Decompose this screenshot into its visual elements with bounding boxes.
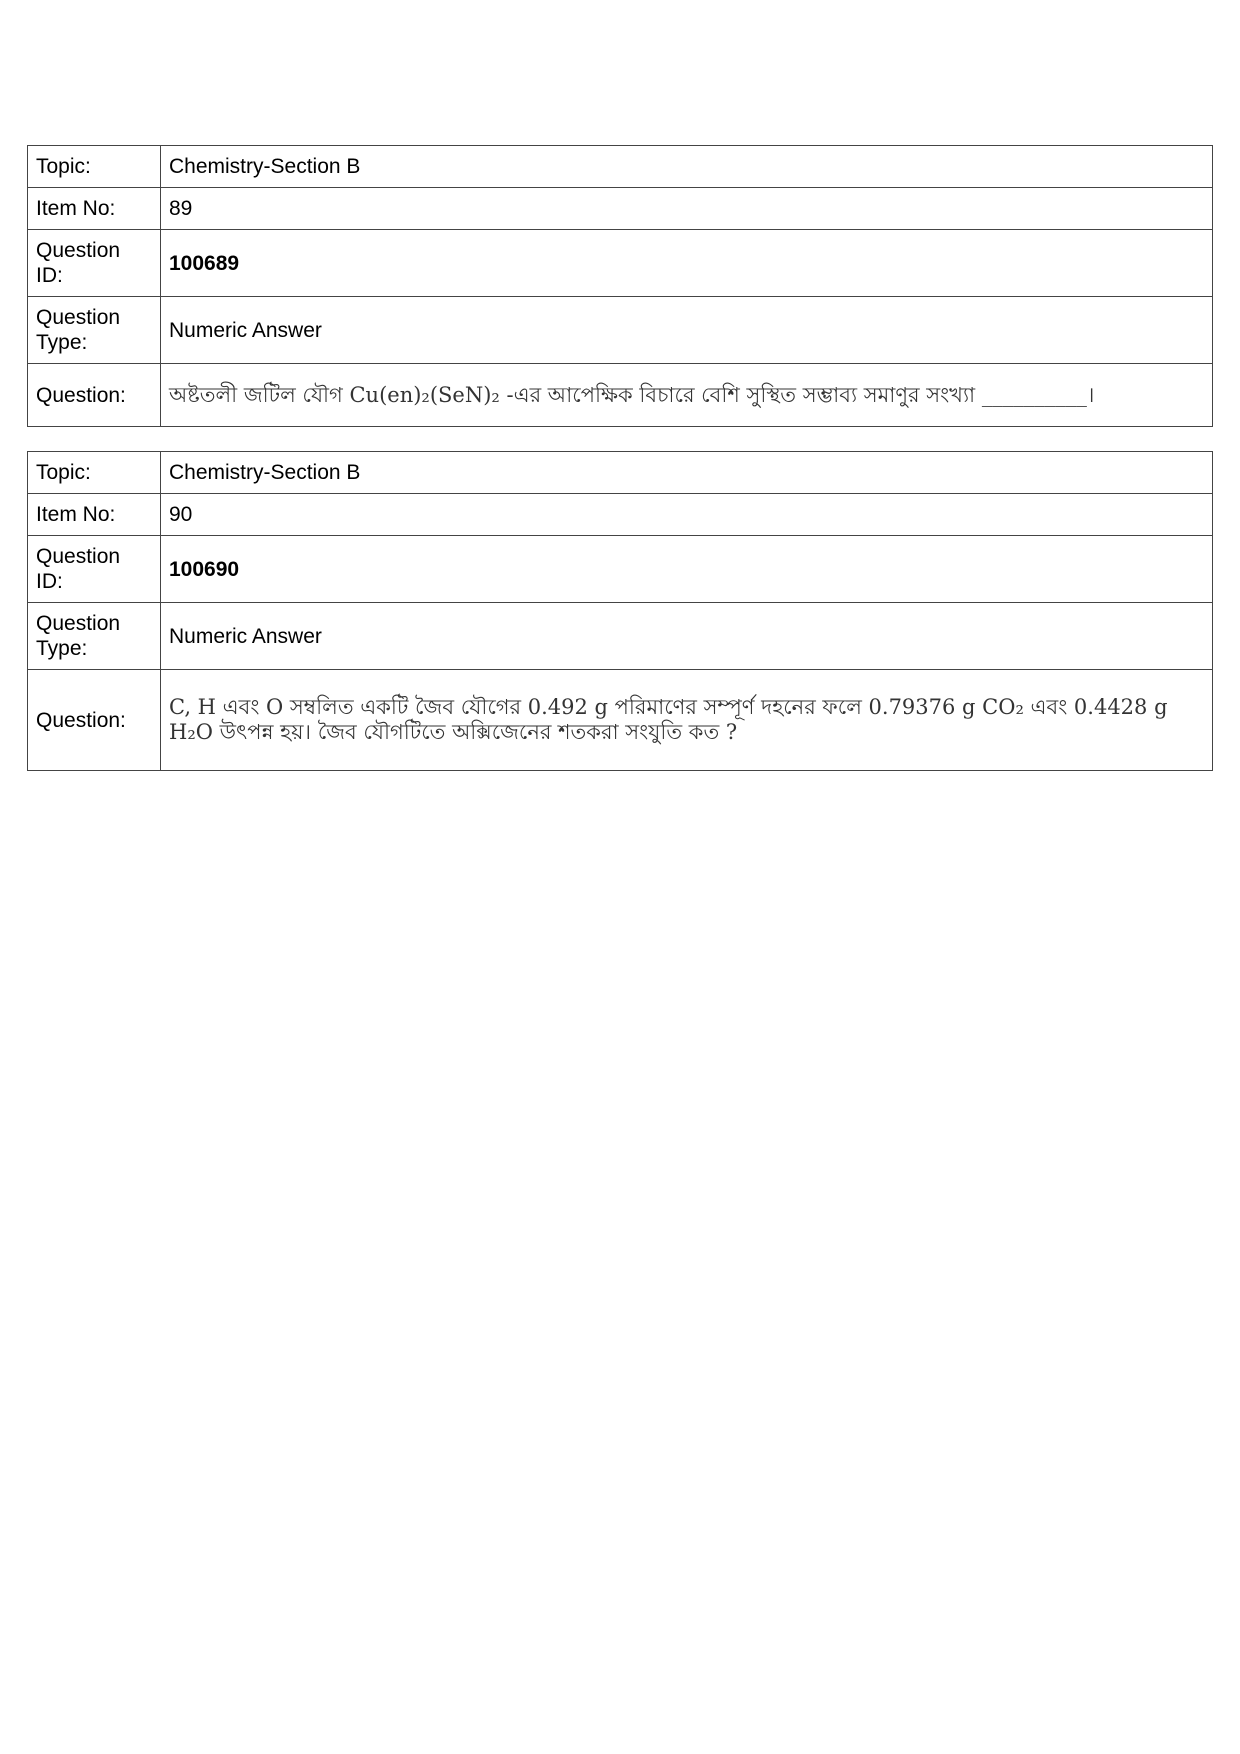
topic-value: Chemistry-Section B [161,452,1213,494]
question-row [28,670,1213,771]
question-table [27,145,1213,427]
question-label: Question: [28,364,161,427]
question-type-value: Numeric Answer [161,603,1213,670]
question-type-row [28,603,1213,670]
item-no-value: 90 [161,494,1213,536]
question-table [27,451,1213,771]
item-no-row [28,188,1213,230]
item-no-value: 89 [161,188,1213,230]
topic-row [28,452,1213,494]
question-id-value: 100690 [161,536,1213,603]
item-no-label: Item No: [28,494,161,536]
question-type-label: Question Type: [28,297,161,364]
question-id-label: Question ID: [28,536,161,603]
question-label: Question: [28,670,161,771]
topic-label: Topic: [28,452,161,494]
question-text: C, H এবং O সম্বলিত একটি জৈব যৌগের 0.492 g পরিমাণের সম্পূর্ণ দহনের ফলে 0.79376 g CO₂ এবং 0.4428 g H₂O উৎপন্ন হয়। জৈব যৌগটিতে অক্সিজেনের শতকরা সংযুতি কত ? [161,670,1213,771]
question-type-value: Numeric Answer [161,297,1213,364]
topic-value: Chemistry-Section B [161,146,1213,188]
question-id-row [28,536,1213,603]
question-type-label: Question Type: [28,603,161,670]
question-id-label: Question ID: [28,230,161,297]
topic-label: Topic: [28,146,161,188]
item-no-row [28,494,1213,536]
topic-row [28,146,1213,188]
question-type-row [28,297,1213,364]
question-text: অষ্টতলী জটিল যৌগ Cu(en)₂(SeN)₂ -এর আপেক্ষিক বিচারে বেশি সুস্থিত সম্ভাব্য সমাণুর সংখ্যা __________। [161,364,1213,427]
question-id-value: 100689 [161,230,1213,297]
question-row [28,364,1213,427]
question-id-row [28,230,1213,297]
item-no-label: Item No: [28,188,161,230]
